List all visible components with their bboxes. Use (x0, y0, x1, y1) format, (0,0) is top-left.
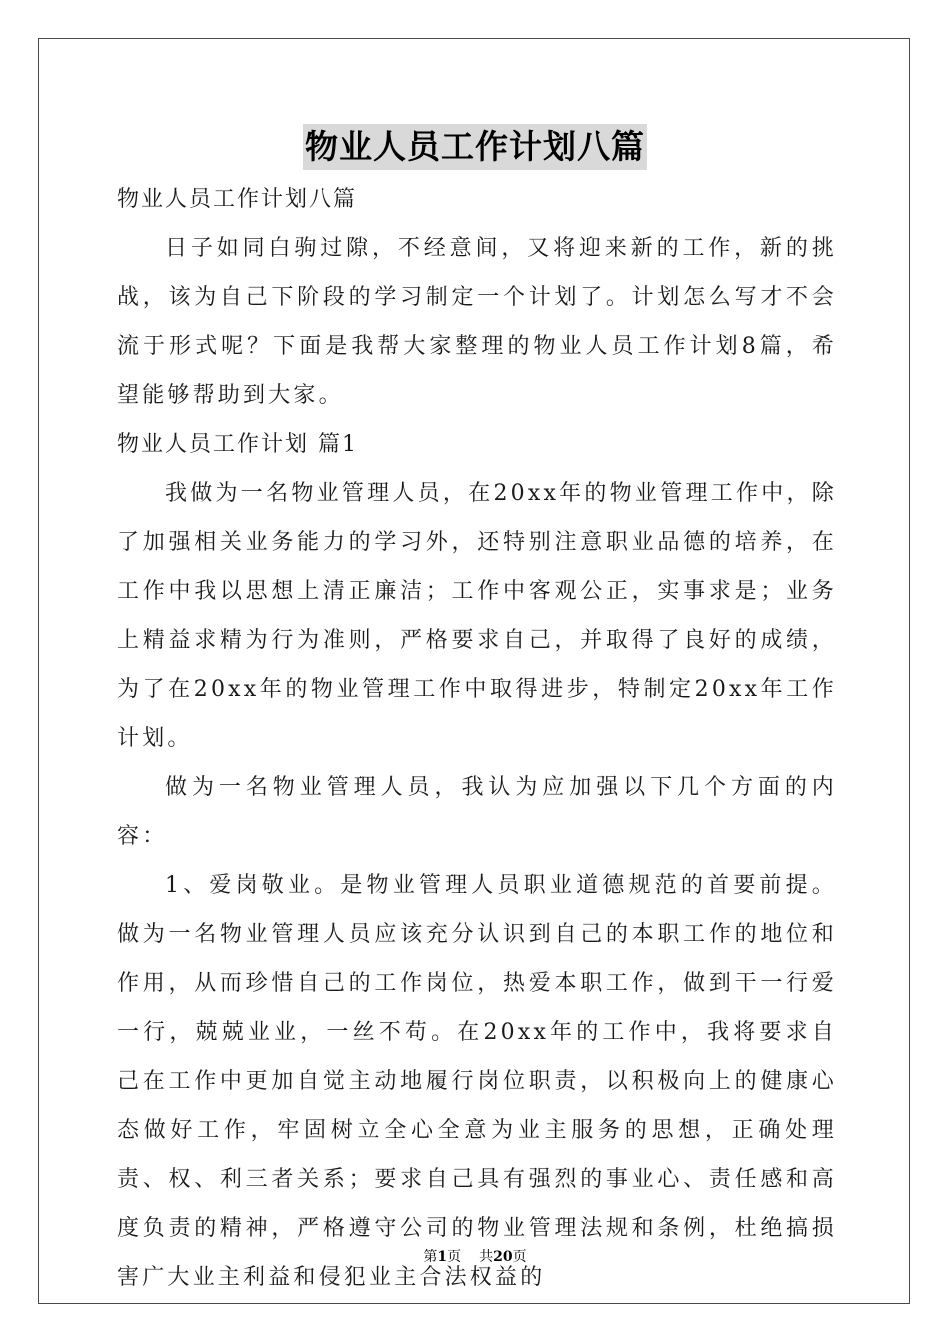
title-container (0, 124, 950, 170)
page-footer (0, 1247, 950, 1267)
section-heading-1: 物业人员工作计划 篇1 (117, 432, 358, 457)
total-label-prefix: 共 (479, 1249, 494, 1265)
body-paragraph-3: 1、爱岗敬业。是物业管理人员职业道德规范的首要前提。做为一名物业管理人员应该充分认识到自己的本职工作的地位和作用，从而珍惜自己的工作岗位，热爱本职工作，做到干一行爱一行，兢兢业业，一丝不苟。在20xx年的工作中，我将要求自己在工作中更加自觉主动地履行岗位职责，以积极向上的健康心态做好工作，牢固树立全心全意为业主服务的思想，正确处理责、权、利三者关系；要求自己具有强烈的事业心、责任感和高度负责的精神，严格遵守公司的物业管理法规和条例，杜绝搞损害广大业主利益和侵犯业主合法权益的 (117, 873, 837, 1290)
page-label-suffix: 页 (447, 1249, 462, 1265)
total-pages: 20 (493, 1249, 513, 1265)
body-paragraph-1: 我做为一名物业管理人员，在20xx年的物业管理工作中，除了加强相关业务能力的学习外，还特别注意职业品德的培养，在工作中我以思想上清正廉洁；工作中客观公正，实事求是；业务上精益求精为行为准则，严格要求自己，并取得了良好的成绩，为了在20xx年的物业管理工作中取得进步，特制定20xx年工作计划。 (117, 481, 837, 751)
document-title: 物业人员工作计划八篇 (303, 124, 647, 170)
document-body (117, 175, 837, 1302)
body-paragraph-2: 做为一名物业管理人员，我认为应加强以下几个方面的内容： (117, 775, 837, 849)
subtitle-heading: 物业人员工作计划八篇 (117, 187, 358, 212)
page-number: 1 (437, 1249, 448, 1265)
page-label-prefix: 第 (423, 1249, 438, 1265)
intro-paragraph: 日子如同白驹过隙，不经意间，又将迎来新的工作，新的挑战，该为自己下阶段的学习制定一个计划了。计划怎么写才不会流于形式呢？下面是我帮大家整理的物业人员工作计划8篇，希望能够帮助到大家。 (117, 236, 837, 408)
total-label-suffix: 页 (512, 1249, 527, 1265)
